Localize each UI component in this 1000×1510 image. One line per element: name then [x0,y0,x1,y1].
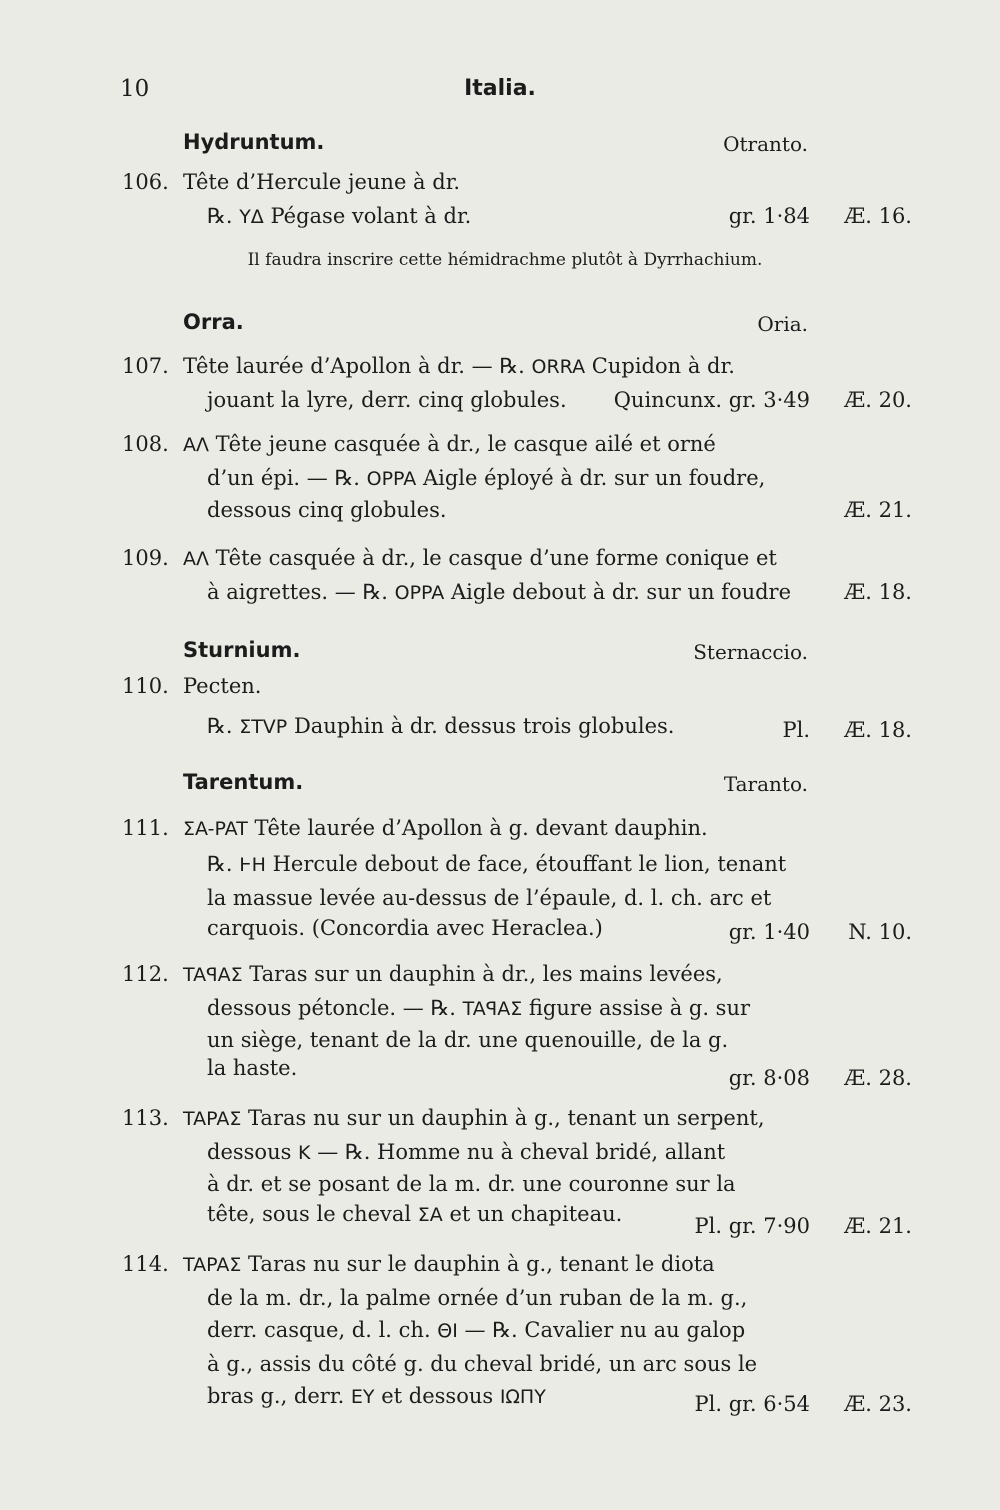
entry-line [207,916,603,940]
coin-legend: ΣTVP [239,716,288,738]
entry-text: de la m. dr., la palme ornée d’un ruban de la m. g., [207,1286,748,1310]
coin-legend: IΩΠY [499,1386,546,1408]
entry-text: la massue levée au-dessus de l’épaule, d. l. ch. arc et [207,886,772,910]
entry-text: et un chapiteau. [442,1202,623,1226]
entry-line [207,1318,745,1342]
entry-text: à dr. et se posant de la m. dr. une couronne sur la [207,1172,736,1196]
modern-place-name: Otranto. [723,132,808,156]
entry-line [207,1384,546,1408]
section-heading: Tarentum. [183,770,304,794]
entry-number: 109. [122,546,169,570]
running-title: Italia. [464,76,536,101]
coin-legend: YΔ [239,206,264,228]
entry-line [207,204,471,228]
entry-number: 112. [122,962,169,986]
entry-text: ℞. [207,204,240,228]
entry-line [207,852,786,876]
metal-size: N. 10. [848,920,912,944]
coin-legend: K [298,1142,311,1164]
weight-reference: gr. 8·08 [728,1066,810,1090]
weight-reference: gr. 1·40 [728,920,810,944]
entry-text: Tête casquée à dr., le casque d’une forme conique et [209,546,777,570]
entry-line [207,1202,622,1226]
entry-line [183,1106,765,1130]
entry-text: Tête jeune casquée à dr., le casque ailé et orné [209,432,716,456]
entry-text: ℞. [207,852,240,876]
entry-text: carquois. (Concordia avec Heraclea.) [207,916,603,940]
coin-legend: ΣA-PAT [183,818,248,840]
entry-text: jouant la lyre, derr. cinq globules. [207,388,567,412]
coin-legend: EY [350,1386,375,1408]
entry-line [207,1028,728,1052]
entry-line [207,1056,297,1080]
entry-text: d’un épi. — ℞. [207,466,367,490]
coin-legend: AΛ [183,548,209,570]
entry-text: dessous pétoncle. — ℞. [207,996,463,1020]
modern-place-name: Taranto. [723,772,808,796]
entry-number: 110. [122,674,169,698]
section-heading: Orra. [183,310,244,334]
entry-line [183,1252,715,1276]
coin-legend: TAPAΣ [183,1108,242,1130]
entry-number: 106. [122,170,169,194]
entry-text: derr. casque, d. l. ch. [207,1318,438,1342]
entry-text: — ℞. Homme nu à cheval bridé, allant [310,1140,726,1164]
entry-text: dessous [207,1140,299,1164]
entry-text: et dessous [374,1384,500,1408]
entry-text: Dauphin à dr. dessus trois globules. [287,714,675,738]
entry-text: Taras nu sur le dauphin à g., tenant le diota [241,1252,715,1276]
entry-line [207,886,771,910]
weight-reference: Pl. gr. 6·54 [694,1392,810,1416]
entry-number: 111. [122,816,169,840]
entry-line [207,1352,757,1376]
entry-line [183,962,723,986]
entry-line [183,546,777,570]
entry-line [207,580,791,604]
coin-legend: OPPA [366,468,417,490]
coin-legend: ⱵH [239,854,266,876]
entry-text: dessous cinq globules. [207,498,447,522]
coin-legend: ORRA [531,356,586,378]
entry-text: tête, sous le cheval [207,1202,418,1226]
weight-reference: gr. 1·84 [728,204,810,228]
entry-text: — ℞. Cavalier nu au galop [457,1318,746,1342]
entry-text: Pecten. [183,674,262,698]
entry-text: Tête laurée d’Apollon à g. devant dauphin. [247,816,708,840]
entry-line [207,714,674,738]
entry-line [183,674,261,698]
entry-text: ℞. [207,714,240,738]
entry-number: 107. [122,354,169,378]
section-heading: Sturnium. [183,638,301,662]
entry-line [207,1140,725,1164]
coin-legend: OPPA [394,582,445,604]
metal-size: Æ. 20. [844,388,912,412]
entry-line [207,466,765,490]
metal-size: Æ. 18. [844,718,912,742]
entry-line [207,996,750,1020]
coin-legend: AΛ [183,434,209,456]
coin-legend: ΣA [417,1204,443,1226]
entry-text: bras g., derr. [207,1384,351,1408]
metal-size: Æ. 18. [844,580,912,604]
coin-legend: TAꟼAΣ [462,998,523,1020]
entry-line [207,1172,736,1196]
weight-reference: Pl. [782,718,810,742]
entry-line [207,498,447,522]
metal-size: Æ. 23. [844,1392,912,1416]
coin-legend: TAꟼAΣ [183,964,243,986]
weight-reference: Pl. gr. 7·90 [694,1214,810,1238]
modern-place-name: Sternaccio. [693,640,808,664]
weight-reference: Quincunx. gr. 3·49 [613,388,810,412]
entry-text: Hercule debout de face, étouffant le lion, tenant [265,852,787,876]
page-number: 10 [120,76,150,102]
entry-line [183,354,735,378]
entry-line [183,432,716,456]
metal-size: Æ. 16. [844,204,912,228]
entry-text: Taras sur un dauphin à dr., les mains levées, [242,962,723,986]
entry-number: 108. [122,432,169,456]
entry-line [183,816,708,840]
entry-text: Pégase volant à dr. [263,204,472,228]
coin-legend: ΘI [437,1320,458,1342]
entry-note: Il faudra inscrire cette hémidrachme plutôt à Dyrrhachium. [247,250,763,270]
modern-place-name: Oria. [757,312,808,336]
entry-text: un siège, tenant de la dr. une quenouille, de la g. [207,1028,729,1052]
entry-number: 113. [122,1106,169,1130]
entry-line [207,1286,747,1310]
metal-size: Æ. 21. [844,498,912,522]
entry-line [183,170,460,194]
entry-text: Tête d’Hercule jeune à dr. [183,170,461,194]
coin-legend: TAPAΣ [183,1254,242,1276]
entry-text: à aigrettes. — ℞. [207,580,395,604]
entry-text: Aigle éployé à dr. sur un foudre, [416,466,766,490]
section-heading: Hydruntum. [183,130,325,154]
entry-text: Cupidon à dr. [585,354,735,378]
entry-line [207,388,567,412]
entry-text: Aigle debout à dr. sur un foudre [444,580,792,604]
metal-size: Æ. 28. [844,1066,912,1090]
entry-text: la haste. [207,1056,298,1080]
entry-text: figure assise à g. sur [522,996,751,1020]
entry-text: Tête laurée d’Apollon à dr. — ℞. [183,354,532,378]
entry-number: 114. [122,1252,169,1276]
entry-text: à g., assis du côté g. du cheval bridé, un arc sous le [207,1352,758,1376]
entry-text: Taras nu sur un dauphin à g., tenant un serpent, [241,1106,765,1130]
metal-size: Æ. 21. [844,1214,912,1238]
